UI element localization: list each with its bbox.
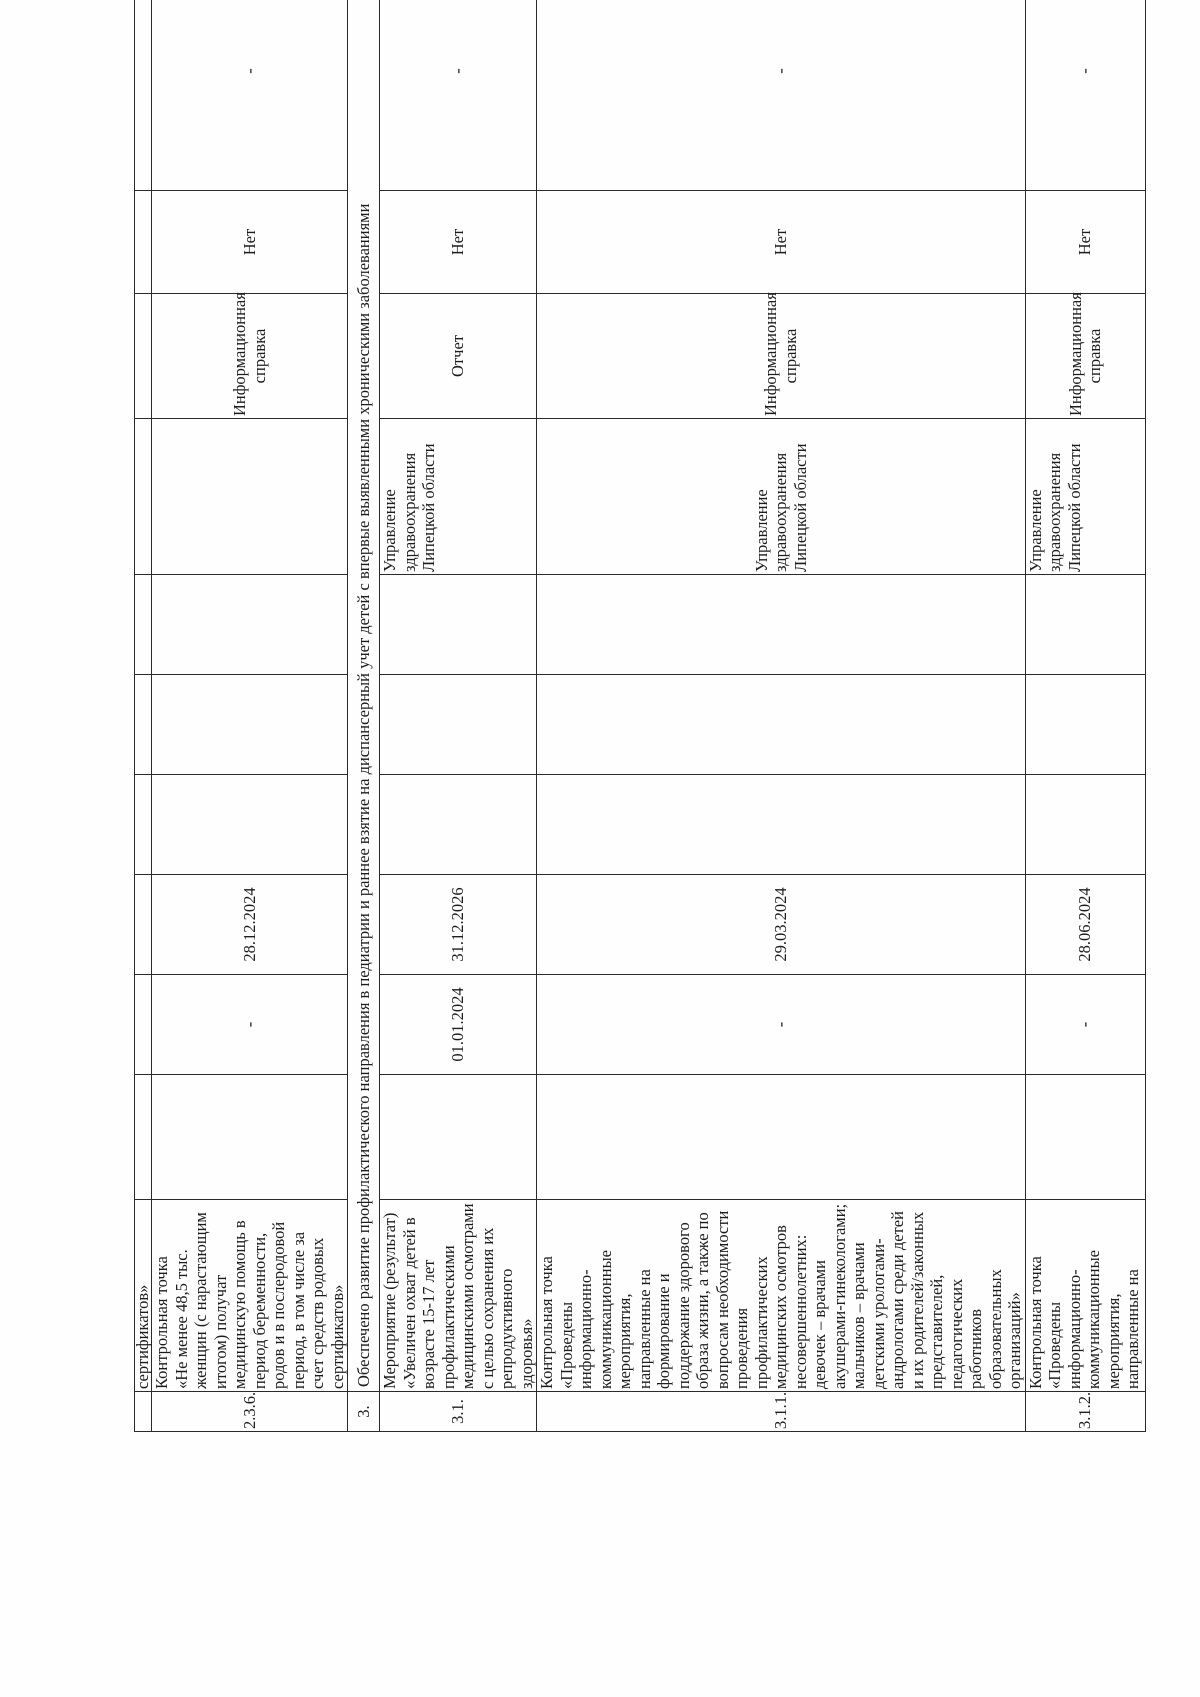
last-column-cell: - <box>380 0 537 191</box>
last-column-cell: - <box>537 0 1026 191</box>
table-row <box>1025 0 1145 1432</box>
end-date-cell: 29.03.2024 <box>537 875 1026 975</box>
table-cell <box>152 575 348 675</box>
table-cell <box>135 191 152 294</box>
table-cell <box>380 775 537 875</box>
info-system-cell: Нет <box>152 191 348 294</box>
rotated-table-area <box>133 52 1142 1432</box>
start-date-cell: - <box>537 975 1026 1075</box>
table-cell <box>537 775 1026 875</box>
table-cell <box>380 1075 537 1200</box>
table-cell <box>1025 575 1145 675</box>
table-cell <box>135 1392 152 1432</box>
row-number: 3. <box>348 1392 380 1432</box>
last-column-cell: - <box>1025 0 1145 191</box>
row-number: 3.1.1. <box>537 1392 1026 1432</box>
table-cell <box>135 419 152 575</box>
document-type-cell: Информационная справка <box>537 294 1026 419</box>
responsible-cell <box>152 419 348 575</box>
table-cell <box>135 675 152 775</box>
end-date-cell: 28.06.2024 <box>1025 875 1145 975</box>
table-cell <box>537 575 1026 675</box>
table-cell <box>537 675 1026 775</box>
document-type-cell: Информационная справка <box>1025 294 1145 419</box>
table-cell <box>152 775 348 875</box>
last-column-cell: - <box>152 0 348 191</box>
document-type-cell: Информационная справка <box>152 294 348 419</box>
start-date-cell: 01.01.2024 <box>380 975 537 1075</box>
table-cell <box>537 1075 1026 1200</box>
table-cell <box>135 0 152 191</box>
table-cell <box>135 575 152 675</box>
info-system-cell: Нет <box>380 191 537 294</box>
row-number: 3.1.2. <box>1025 1392 1145 1432</box>
table-cell <box>1025 1075 1145 1200</box>
info-system-cell: Нет <box>537 191 1026 294</box>
row-number: 2.3.6. <box>152 1392 348 1432</box>
document-type-cell: Отчет <box>380 294 537 419</box>
table-cell <box>135 975 152 1075</box>
responsible-cell: Управление здравоохранения Липецкой области <box>380 419 537 575</box>
row-name-cell: Контрольная точка «Проведены информационно-коммуникационные мероприятия, направленные на <box>1025 1200 1145 1392</box>
row-name-cell: Контрольная точка «Проведены информационно-коммуникационные мероприятия, направленные на формирование и поддержание здорового образа жизни, а также по вопросам необходимости проведения профилактических медицинских осмотров несовершеннолетних: девочек – врачами акушерами-гинекологами; мальчиков – врачами детскими урологами-андрологами среди детей и их родителей/законных представителей, педагогических работников образовательных организаций» <box>537 1200 1026 1392</box>
section-title: Обеспечено развитие профилактического направления в педиатрии и раннее взятие на диспансерный учет детей с впервые выявленными хроническими заболеваниями <box>348 0 380 1392</box>
table-cell <box>380 675 537 775</box>
row-name-cell: Контрольная точка «Не менее 48,5 тыс. женщин (с нарастающим итогом) получат медицинскую помощь в период беременности, родов и в послеродовой период, в том числе за счет средств родовых сертификатов» <box>152 1200 348 1392</box>
table-cell <box>135 875 152 975</box>
table-cell <box>152 675 348 775</box>
responsible-cell: Управление здравоохранения Липецкой области <box>1025 419 1145 575</box>
plan-table <box>134 0 1146 1432</box>
row-number: 3.1. <box>380 1392 537 1432</box>
table-cell <box>135 1075 152 1200</box>
table-cell <box>1025 775 1145 875</box>
table-cell <box>135 294 152 419</box>
table-row <box>135 0 152 1432</box>
table-row <box>537 0 1026 1432</box>
table-row <box>152 0 348 1432</box>
row-name-cell: сертификатов» <box>135 1200 152 1392</box>
table-cell <box>152 1075 348 1200</box>
table-cell <box>380 575 537 675</box>
row-name-cell: Мероприятие (результат) «Увеличен охват детей в возрасте 15-17 лет профилактическими медицинскими осмотрами с целью сохранения их репродуктивного здоровья» <box>380 1200 537 1392</box>
end-date-cell: 28.12.2024 <box>152 875 348 975</box>
info-system-cell: Нет <box>1025 191 1145 294</box>
start-date-cell: - <box>152 975 348 1075</box>
start-date-cell: - <box>1025 975 1145 1075</box>
section-row <box>348 0 380 1432</box>
end-date-cell: 31.12.2026 <box>380 875 537 975</box>
table-cell <box>135 775 152 875</box>
table-cell <box>1025 675 1145 775</box>
table-row <box>380 0 537 1432</box>
responsible-cell: Управление здравоохранения Липецкой области <box>537 419 1026 575</box>
